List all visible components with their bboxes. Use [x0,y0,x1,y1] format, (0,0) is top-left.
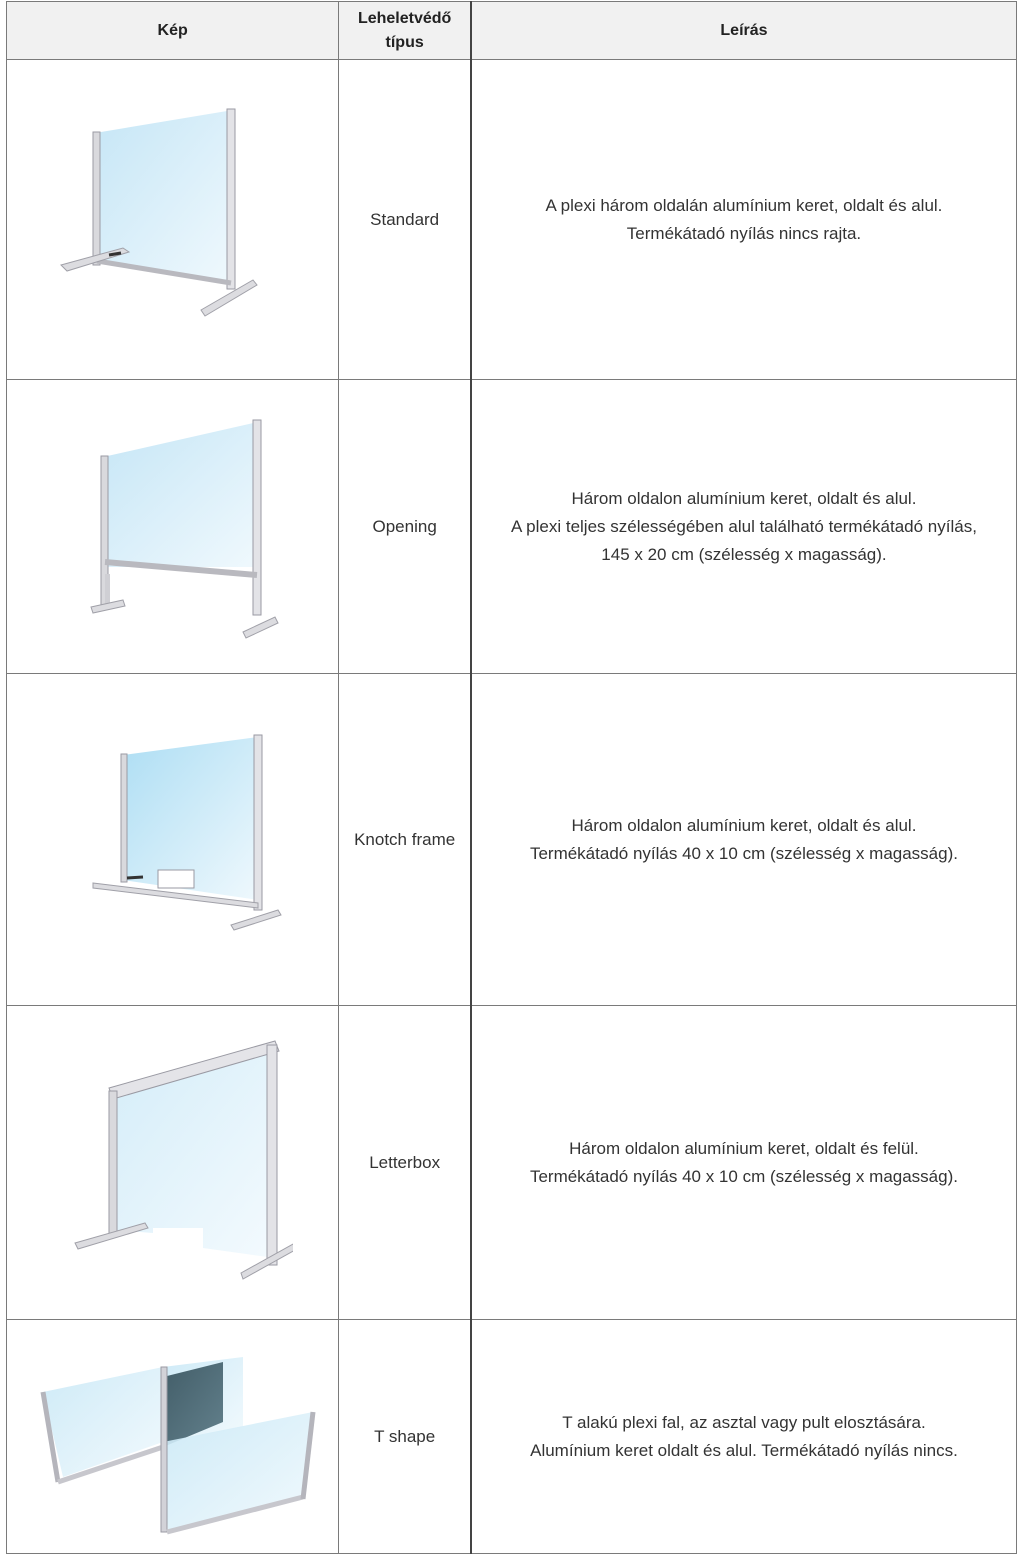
header-image: Kép [7,2,339,60]
product-table [6,1,1017,1554]
description-line: Termékátadó nyílás nincs rajta. [626,223,862,243]
table-row [7,1006,1017,1320]
description-line: Termékátadó nyílás 40 x 10 cm (szélesség x magasság). [529,1166,958,1186]
type-cell: T shape [339,1320,471,1554]
header-type: Leheletvédő típus [339,2,471,60]
t-shape-screen-image [23,1337,323,1537]
description-line: Három oldalon alumínium keret, oldalt és alul. [571,815,917,835]
image-cell [7,1006,339,1320]
table-row [7,674,1017,1006]
description-line: A plexi három oldalán alumínium keret, oldalt és alul. [545,195,943,215]
header-description: Leírás [471,2,1017,60]
standard-screen-image [53,105,293,335]
description-line: Alumínium keret oldalt és alul. Termékátadó nyílás nincs. [530,1440,958,1460]
description-line: 145 x 20 cm (szélesség x magasság). [601,544,887,564]
table-row [7,60,1017,380]
description-cell [471,1320,1017,1554]
description-cell [471,1006,1017,1320]
description-line: Három oldalon alumínium keret, oldalt és alul. [571,488,917,508]
description-line: Termékátadó nyílás 40 x 10 cm (szélesség x magasság). [529,843,958,863]
table-row [7,380,1017,674]
image-cell [7,60,339,380]
table-row [7,1320,1017,1554]
opening-screen-image [53,412,293,642]
table-header-row [7,2,1017,60]
type-cell: Knotch frame [339,674,471,1006]
image-cell [7,1320,339,1554]
image-cell [7,380,339,674]
description-cell [471,60,1017,380]
type-cell: Opening [339,380,471,674]
image-cell [7,674,339,1006]
type-cell: Letterbox [339,1006,471,1320]
description-cell [471,380,1017,674]
description-line: Három oldalon alumínium keret, oldalt és felül. [569,1138,919,1158]
description-cell [471,674,1017,1006]
letterbox-screen-image [53,1033,293,1293]
knotch-frame-screen-image [53,725,293,955]
description-line: T alakú plexi fal, az asztal vagy pult elosztására. [562,1412,926,1432]
description-line: A plexi teljes szélességében alul található termékátadó nyílás, [511,516,977,536]
type-cell: Standard [339,60,471,380]
